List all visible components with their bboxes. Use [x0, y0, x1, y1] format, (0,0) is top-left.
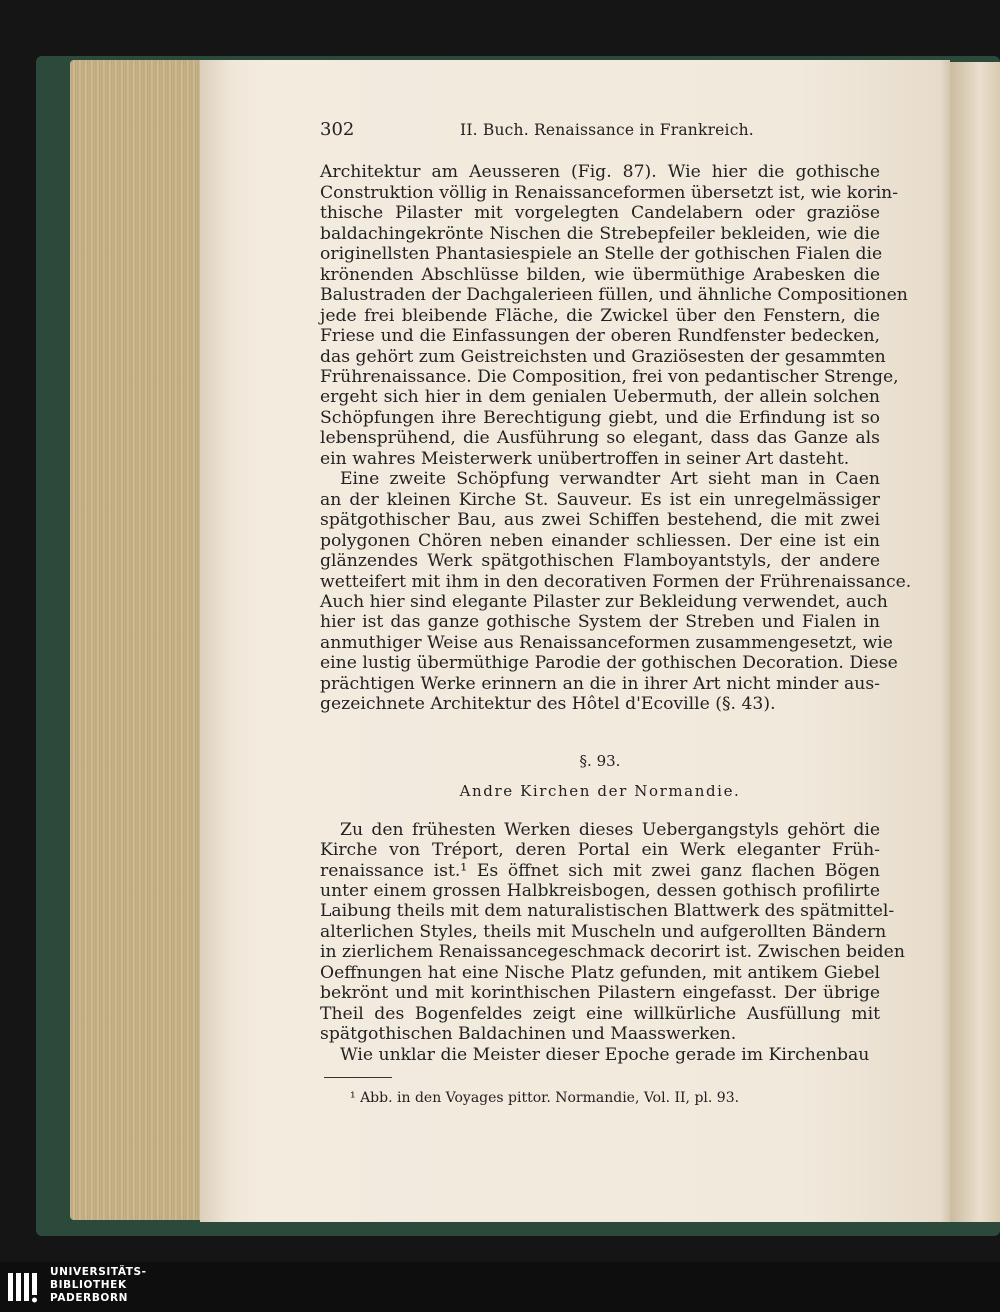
running-title: II. Buch. Renaissance in Frankreich.: [460, 121, 754, 139]
paragraph-1: [320, 162, 908, 469]
text-line: Zu den frühesten Werken dieses Uebergangstyls gehört die: [340, 819, 880, 840]
library-logo-text: [50, 1266, 147, 1305]
text-line: krönenden Abschlüsse bilden, wie übermüthige Arabesken die: [320, 264, 880, 285]
text-line: thische Pilaster mit vorgelegten Candelabern oder graziöse: [320, 203, 880, 224]
paragraph-3: [320, 819, 905, 1045]
library-logo-bar: [0, 1262, 1000, 1312]
page-header: [320, 120, 880, 140]
footnote-rule: [324, 1077, 392, 1078]
text-line: an der kleinen Kirche St. Sauveur. Es ist ein unregelmässiger: [320, 489, 880, 510]
text-line: Frührenaissance. Die Composition, frei von pedantischer Strenge,: [320, 366, 899, 387]
logo-line-3: PADERBORN: [50, 1292, 129, 1304]
footnote: ¹ Abb. in den Voyages pittor. Normandie, Vol. II, pl. 93.: [350, 1090, 740, 1107]
text-line: hier ist das ganze gothische System der Streben und Fialen in: [320, 612, 880, 633]
text-line: Oeffnungen hat eine Nische Platz gefunden, mit antikem Giebel: [320, 962, 880, 983]
text-line: das gehört zum Geistreichsten und Graziösesten der gesammten: [320, 346, 886, 367]
text-line: Theil des Bogenfeldes zeigt eine willkürliche Ausfüllung mit: [320, 1003, 880, 1024]
text-line: anmuthiger Weise aus Renaissanceformen zusammengesetzt, wie: [320, 632, 893, 653]
text-line: jede frei bleibende Fläche, die Zwickel über den Fenstern, die: [320, 305, 880, 326]
text-line: spätgothischen Baldachinen und Maasswerken.: [320, 1024, 737, 1045]
text-line: Auch hier sind elegante Pilaster zur Bekleidung verwendet, auch: [320, 591, 888, 612]
text-line: wetteifert mit ihm in den decorativen Formen der Frührenaissance.: [320, 571, 912, 592]
text-line: glänzendes Werk spätgothischen Flamboyantstyls, der andere: [320, 551, 880, 572]
text-line: Kirche von Tréport, deren Portal ein Werk eleganter Früh-: [320, 840, 880, 861]
text-line: baldachingekrönte Nischen die Strebepfeiler bekleiden, wie die: [320, 223, 880, 244]
text-line: lebensprühend, die Ausführung so elegant, dass das Ganze als: [320, 428, 880, 449]
text-line: Architektur am Aeusseren (Fig. 87). Wie hier die gothische: [320, 162, 880, 183]
text-line: Schöpfungen ihre Berechtigung giebt, und die Erfindung ist so: [320, 407, 880, 428]
text-line: spätgothischer Bau, aus zwei Schiffen bestehend, die mit zwei: [320, 510, 880, 531]
facing-page-edge: [950, 62, 1000, 1222]
text-line: in zierlichem Renaissancegeschmack decorirt ist. Zwischen beiden: [320, 942, 905, 963]
text-line: polygonen Chören neben einander schliessen. Der eine ist ein: [320, 530, 880, 551]
text-line: bekrönt und mit korinthischen Pilastern eingefasst. Der übrige: [320, 983, 880, 1004]
paragraph-2: [320, 469, 912, 715]
section-title: Andre Kirchen der Normandie.: [459, 782, 741, 801]
text-line: unter einem grossen Halbkreisbogen, dessen gothisch profilirte: [320, 880, 880, 901]
text-line: ergeht sich hier in dem genialen Uebermuth, der allein solchen: [320, 387, 880, 408]
text-line: Laibung theils mit dem naturalistischen Blattwerk des spätmittel-: [320, 901, 895, 922]
paragraph-4: [320, 1045, 880, 1065]
text-line: eine lustig übermüthige Parodie der gothischen Decoration. Diese: [320, 653, 898, 674]
logo-line-1: UNIVERSITÄTS-: [50, 1266, 147, 1278]
text-line: prächtigen Werke erinnern an die in ihrer Art nicht minder aus-: [320, 673, 880, 694]
text-line: alterlichen Styles, theils mit Muscheln und aufgerollten Bändern: [320, 921, 887, 942]
library-logo-icon: [6, 1269, 42, 1305]
page-edges: [70, 60, 210, 1220]
text-line: Friese und die Einfassungen der oberen Rundfenster bedecken,: [320, 326, 880, 347]
text-line: originellsten Phantasiespiele an Stelle der gothischen Fialen die: [320, 244, 883, 265]
text-line: Balustraden der Dachgalerieen füllen, und ähnliche Compositionen: [320, 285, 908, 306]
section-number: §. 93.: [579, 751, 621, 770]
page-number: 302: [320, 119, 355, 140]
page-text: [320, 119, 912, 1108]
text-line: gezeichnete Architektur des Hôtel d'Ecoville (§. 43).: [320, 694, 776, 715]
logo-line-2: BIBLIOTHEK: [50, 1279, 127, 1291]
text-line: Construktion völlig in Renaissanceformen übersetzt ist, wie korin-: [320, 182, 899, 203]
text-line: ein wahres Meisterwerk unübertroffen in seiner Art dasteht.: [320, 448, 850, 469]
text-line: Wie unklar die Meister dieser Epoche gerade im Kirchenbau: [340, 1044, 870, 1065]
text-line: Eine zweite Schöpfung verwandter Art sieht man in Caen: [340, 469, 880, 490]
text-line: renaissance ist.¹ Es öffnet sich mit zwei ganz flachen Bögen: [320, 860, 880, 881]
